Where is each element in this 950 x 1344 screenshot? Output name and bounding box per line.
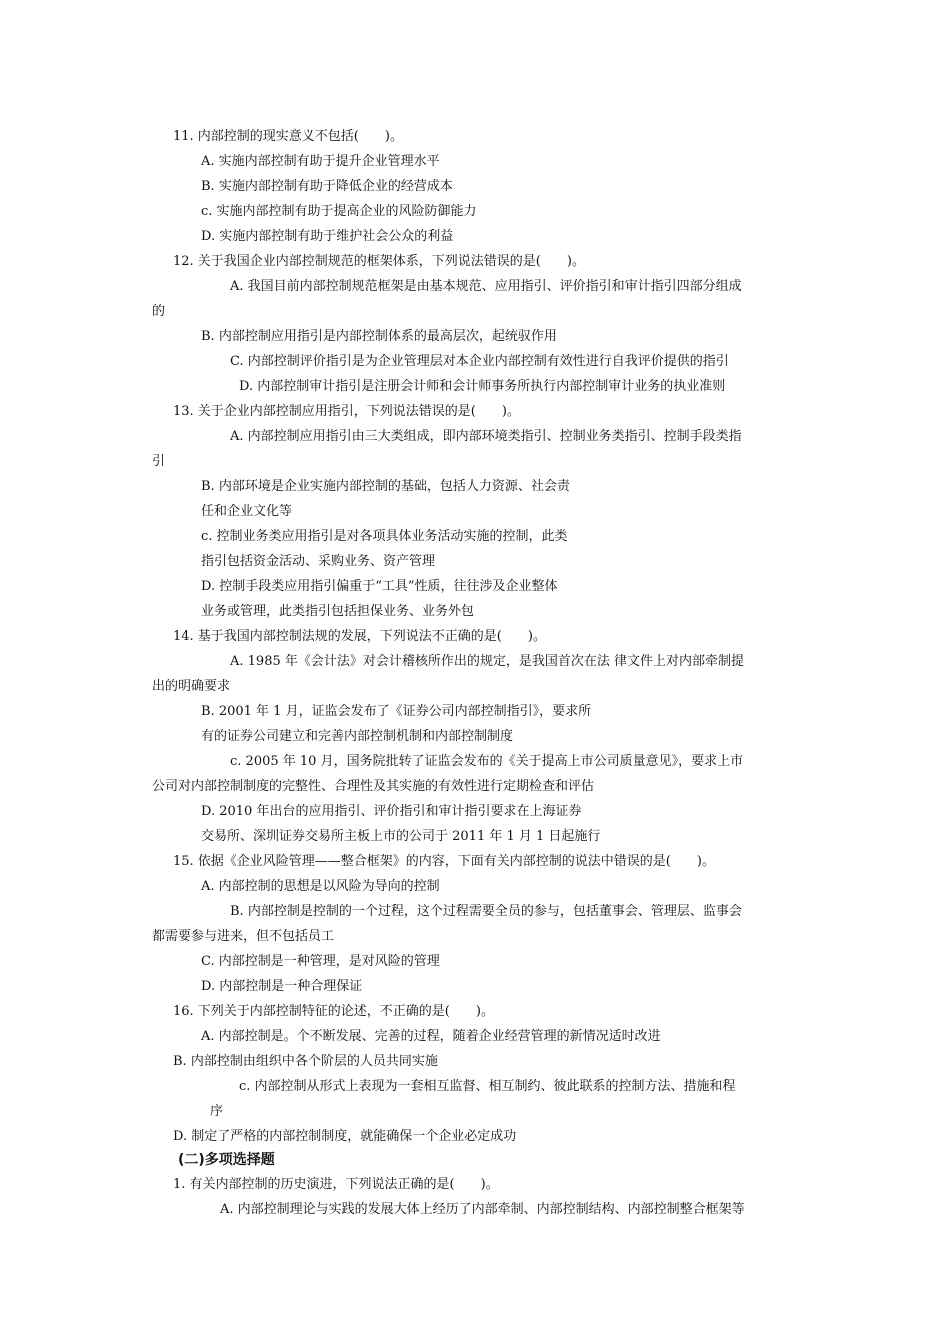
q12-option-b: B. 内部控制应用指引是内部控制体系的最高层次，起统驭作用: [201, 329, 557, 344]
q14-option-d-cont: 交易所、深圳证券交易所主板上市的公司于 2011 年 1 月 1 日起施行: [201, 829, 601, 844]
q13-stem: 13. 关于企业内部控制应用指引，下列说法错误的是( )。: [173, 404, 520, 419]
q14-option-b-cont: 有的证券公司建立和完善内部控制机制和内部控制制度: [201, 729, 514, 744]
q14-option-c: c. 2005 年 10 月，国务院批转了证监会发布的《关于提高上市公司质量意见》，要求上市: [230, 754, 744, 769]
q16-option-b: B. 内部控制由组织中各个阶层的人员共同实施: [173, 1054, 438, 1069]
q14-option-d: D. 2010 年出台的应用指引、评价指引和审计指引要求在上海证券: [201, 804, 582, 819]
q13-option-b-cont: 任和企业文化等: [201, 504, 293, 519]
q12-option-d: D. 内部控制审计指引是注册会计师和会计师事务所执行内部控制审计业务的执业准则: [239, 379, 726, 394]
q12-option-c: C. 内部控制评价指引是为企业管理层对本企业内部控制有效性进行自我评价提供的指引: [230, 354, 729, 369]
q16-option-d: D. 制定了严格的内部控制制度，就能确保一个企业必定成功: [173, 1129, 517, 1144]
q14-stem: 14. 基于我国内部控制法规的发展，下列说法不正确的是( )。: [173, 629, 546, 644]
q15-option-c: C. 内部控制是一种管理，是对风险的管理: [201, 954, 440, 969]
q13-option-d-cont: 业务或管理，此类指引包括担保业务、业务外包: [201, 604, 475, 619]
section-heading: (二)多项选择题: [178, 1152, 275, 1168]
q13-option-b: B. 内部环境是企业实施内部控制的基础，包括人力资源、社会责: [201, 479, 570, 494]
q13-option-d: D. 控制手段类应用指引偏重于“工具”性质，往往涉及企业整体: [201, 579, 558, 594]
q11-option-a: A. 实施内部控制有助于提升企业管理水平: [201, 154, 440, 169]
q16-option-c-cont: 序: [210, 1104, 224, 1119]
q12-stem: 12. 关于我国企业内部控制规范的框架体系，下列说法错误的是( )。: [173, 254, 585, 269]
q15-option-b: B. 内部控制是控制的一个过程，这个过程需要全员的参与，包括董事会、管理层、监事会: [230, 904, 742, 919]
q11-option-c: c. 实施内部控制有助于提高企业的风险防御能力: [201, 204, 477, 219]
mc-q1-stem: 1. 有关内部控制的历史演进，下列说法正确的是( )。: [173, 1177, 499, 1192]
q14-option-a-cont: 出的明确要求: [152, 679, 231, 694]
q16-option-c: c. 内部控制从形式上表现为一套相互监督、相互制约、彼此联系的控制方法、措施和程: [239, 1079, 736, 1094]
q13-option-a: A. 内部控制应用指引由三大类组成，即内部环境类指引、控制业务类指引、控制手段类指: [230, 429, 742, 444]
q15-option-a: A. 内部控制的思想是以风险为导向的控制: [201, 879, 440, 894]
q11-option-b: B. 实施内部控制有助于降低企业的经营成本: [201, 179, 453, 194]
q13-option-c: c. 控制业务类应用指引是对各项具体业务活动实施的控制，此类: [201, 529, 568, 544]
q15-option-b-cont: 都需要参与进来，但不包括员工: [152, 929, 335, 944]
q14-option-a: A. 1985 年《会计法》对会计稽核所作出的规定，是我国首次在法 律文件上对内部牵制提: [230, 654, 745, 669]
q13-option-a-cont: 引: [152, 454, 166, 469]
q16-option-a: A. 内部控制是。个不断发展、完善的过程，随着企业经营管理的新情况适时改进: [201, 1029, 661, 1044]
mc-q1-option-a: A. 内部控制理论与实践的发展大体上经历了内部牵制、内部控制结构、内部控制整合框架等: [220, 1202, 745, 1217]
q14-option-c-cont: 公司对内部控制制度的完整性、合理性及其实施的有效性进行定期检查和评估: [152, 779, 595, 794]
q13-option-c-cont: 指引包括资金活动、采购业务、资产管理: [201, 554, 436, 569]
q16-stem: 16. 下列关于内部控制特征的论述，不正确的是( )。: [173, 1004, 494, 1019]
q12-option-a: A. 我国目前内部控制规范框架是由基本规范、应用指引、评价指引和审计指引四部分组成: [230, 279, 742, 294]
q11-stem: 11. 内部控制的现实意义不包括( )。: [173, 129, 403, 144]
q14-option-b: B. 2001 年 1 月，证监会发布了《证券公司内部控制指引》，要求所: [201, 704, 592, 719]
q15-stem: 15. 依据《企业风险管理——整合框架》的内容，下面有关内部控制的说法中错误的是( )。: [173, 854, 715, 869]
q15-option-d: D. 内部控制是一种合理保证: [201, 979, 363, 994]
q12-option-a-cont: 的: [152, 304, 166, 319]
q11-option-d: D. 实施内部控制有助于维护社会公众的利益: [201, 229, 454, 244]
